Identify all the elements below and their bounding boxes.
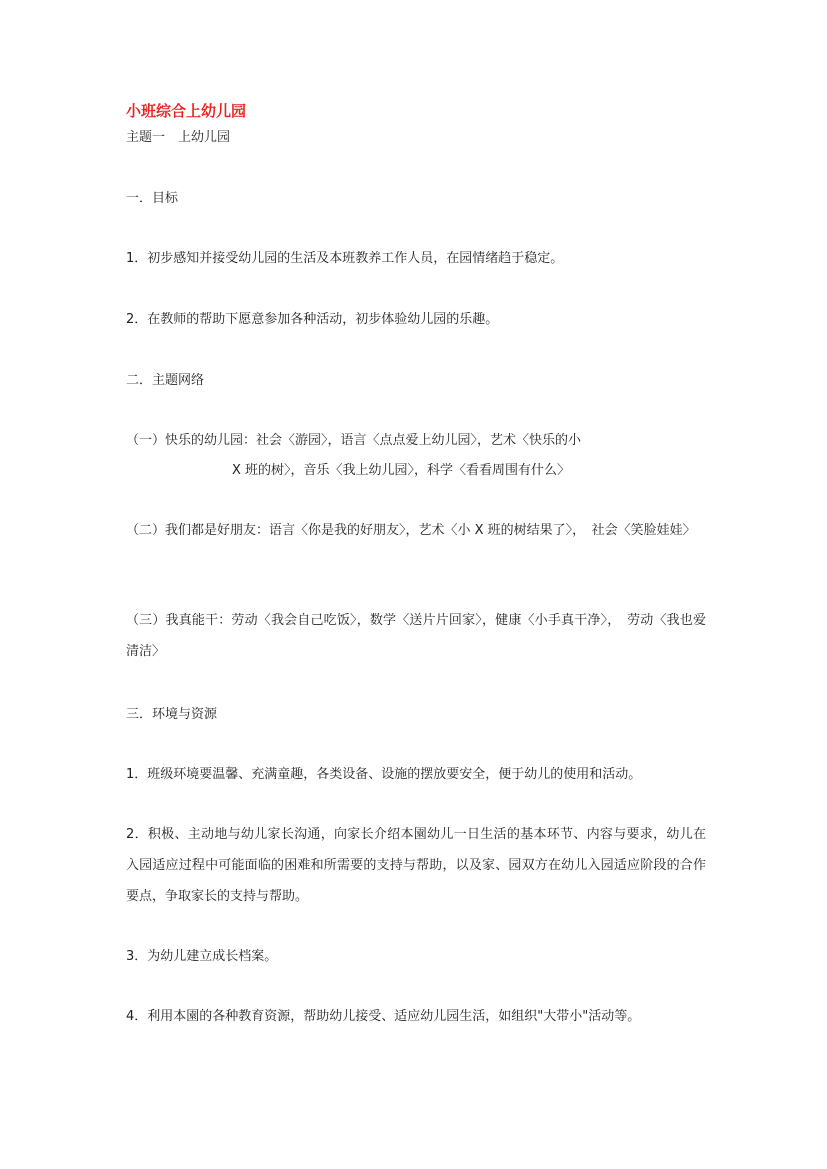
section-heading-goals: 一．目标	[126, 191, 179, 206]
environment-item-3: 3．为幼儿建立成长档案。	[126, 949, 278, 964]
goal-item-1: 1．初步感知并接受幼儿园的生活及本班教养工作人员，在园情绪趋于稳定。	[126, 251, 564, 266]
network-item-3: （三）我真能干：劳动〈我会自己吃饭〉，数学〈送片片回家〉，健康〈小手真干净〉， 劳动〈我也爱清洁〉	[126, 613, 706, 659]
network-item-2: （二）我们都是好朋友：语言〈你是我的好朋友〉，艺术〈小 X 班的树结果了〉， 社会〈笑脸娃娃〉	[126, 523, 696, 538]
network-item-1-line-2: X 班的树〉，音乐〈我上幼儿园〉，科学〈看看周围有什么〉	[232, 463, 571, 478]
document-subtitle: 主题一 上幼儿园	[126, 130, 231, 145]
document-title: 小班综合上幼儿园	[126, 102, 247, 120]
environment-item-4: 4．利用本園的各种教育资源，帮助幼儿接受、适应幼儿园生活，如组织"大带小"活动等。	[126, 1009, 641, 1024]
environment-item-2: 2．积极、主动地与幼儿家长沟通，向家长介绍本園幼儿一日生活的基本环节、内容与要求，幼儿在入园适应过程中可能面临的困难和所需要的支持与帮助，以及家、园双方在幼儿入园适应阶段的合作要点，争取家长的支持与帮助。	[126, 827, 706, 904]
section-heading-network: 二．主题网络	[126, 373, 205, 388]
network-item-1-line-1: （一）快乐的幼儿园：社会〈游园〉，语言〈点点爱上幼儿园〉，艺术〈快乐的小	[126, 433, 582, 448]
goal-item-2: 2．在教师的帮助下愿意参加各种活动，初步体验幼儿园的乐趣。	[126, 312, 499, 327]
section-heading-environment: 三．环境与资源	[126, 707, 218, 722]
environment-item-1: 1．班级环境要温馨、充满童趣，各类设备、设施的摆放要安全，便于幼儿的使用和活动。	[126, 767, 642, 782]
